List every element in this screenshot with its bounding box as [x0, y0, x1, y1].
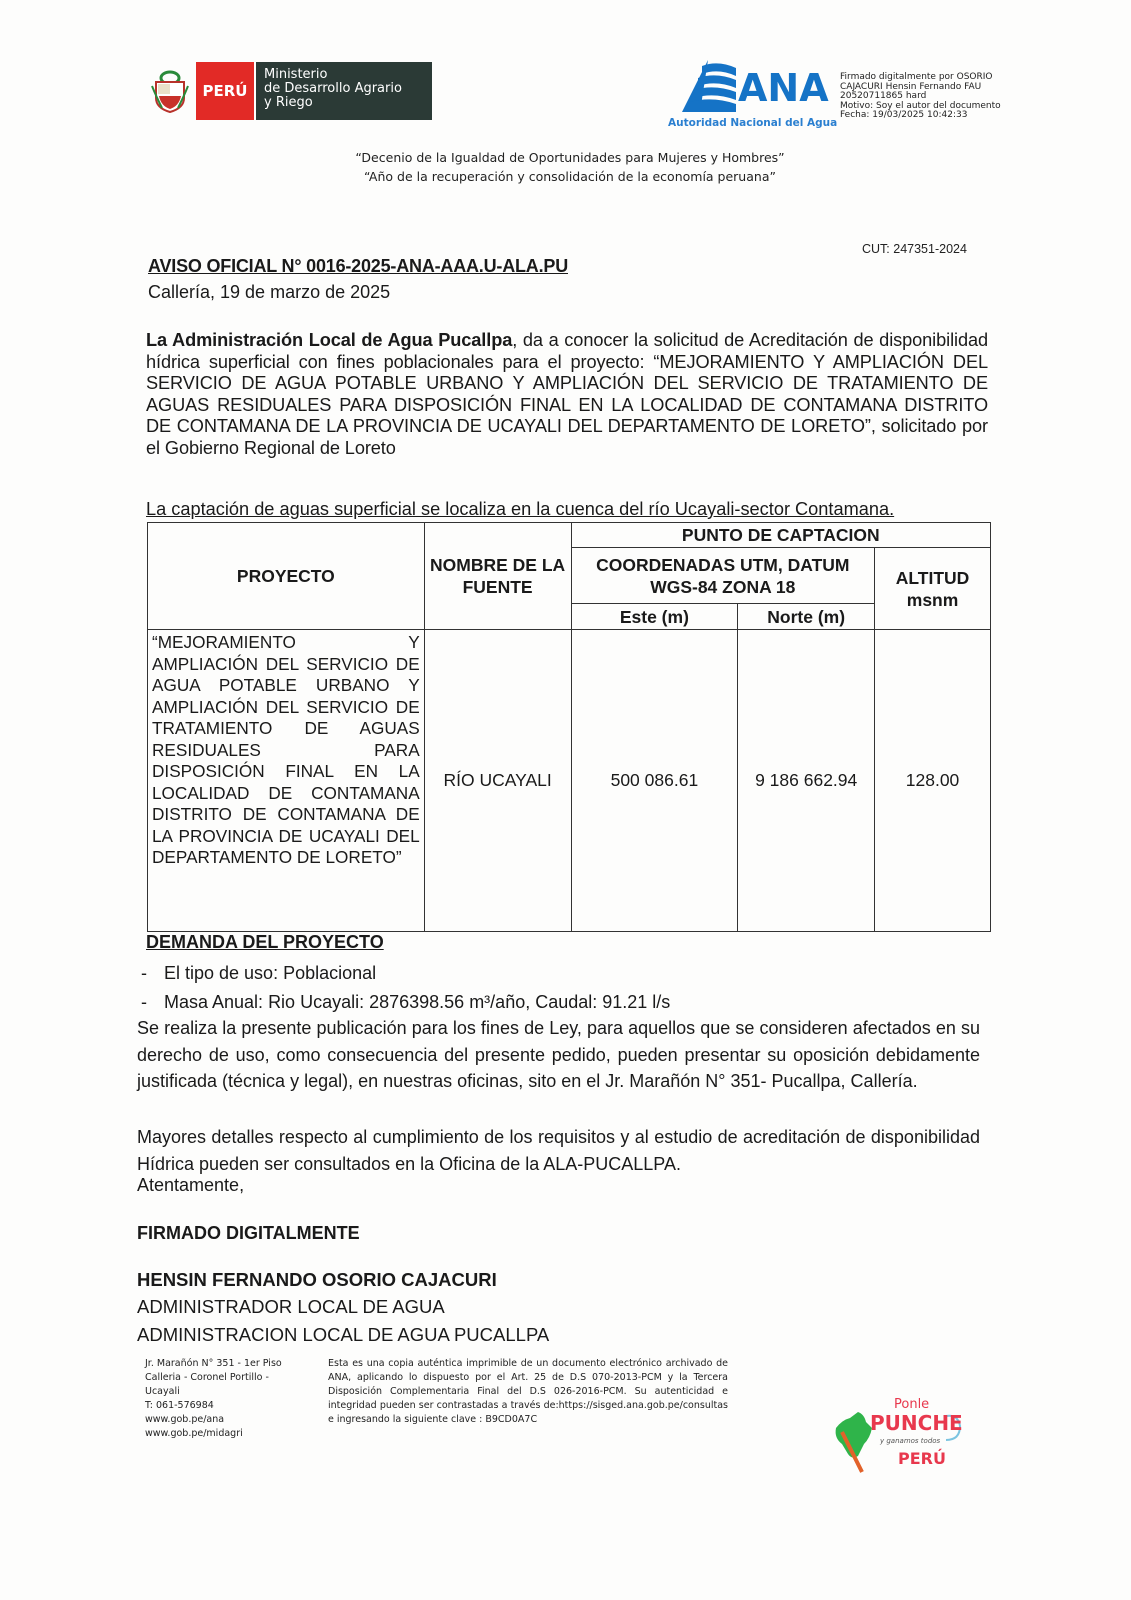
header-proyecto: PROYECTO: [148, 523, 425, 630]
cell-altitud: 128.00: [875, 630, 991, 932]
website-link[interactable]: www.gob.pe/ana: [145, 1414, 225, 1425]
cell-proyecto: “MEJORAMIENTO Y AMPLIACIÓN DEL SERVICIO DE AGUA POTABLE URBANO Y AMPLIACIÓN DEL SERVICIO DE TRATAMIENTO DE AGUAS RESIDUALES PARA DISPOSICIÓN FINAL EN LA LOCALIDAD DE CONTAMANA DISTRITO DE CONTAMANA DE LA PROVINCIA DE UCAYALI DEL DEPARTAMENTO DE LORETO”: [148, 630, 425, 932]
digital-signature-stamp: [840, 73, 1040, 121]
ministry-name: [254, 62, 432, 120]
header-punto-captacion: PUNTO DE CAPTACION: [571, 523, 990, 548]
notice-title: AVISO OFICIAL N° 0016-2025-ANA-AAA.U-ALA.PU: [148, 256, 568, 276]
signer-name: HENSIN FERNANDO OSORIO CAJACURI: [137, 1269, 497, 1290]
intro-paragraph: [146, 330, 988, 459]
signed-label: FIRMADO DIGITALMENTE: [137, 1223, 360, 1243]
bullet-dash: -: [141, 963, 147, 983]
header-norte: Norte (m): [738, 604, 875, 630]
list-item: [138, 988, 670, 1017]
svg-text:Ponle: Ponle: [894, 1397, 930, 1412]
bullet-dash: -: [141, 992, 147, 1012]
address-line: Ucayali: [145, 1386, 180, 1397]
government-logo: [150, 62, 432, 120]
address-line: Calleria - Coronel Portillo -: [145, 1372, 269, 1383]
ministry-line: y Riego: [264, 95, 313, 110]
cell-este: 500 086.61: [571, 630, 738, 932]
intro-text: , da a conocer la solicitud de Acreditación de disponibilidad hídrica superficial con fines poblacionales para el proyecto: “MEJORAMIENTO Y AMPLIACIÓN DEL SERVICIO DE AGUA POTABLE URBANO Y AMPLIACIÓN DEL SERVICIO DE TRATAMIENTO DE AGUAS RESIDUALES PARA DISPOSICIÓN FINAL EN LA LOCALIDAD DE CONTAMANA DISTRITO DE CONTAMANA DE LA PROVINCIA DE UCAYALI DEL DEPARTAMENTO DE LORETO”, solicitado por el Gobierno Regional de Loreto: [146, 330, 988, 458]
signature-line: Fecha: 19/03/2025 10:42:33: [840, 110, 968, 120]
ponle-punche-logo: [828, 1388, 978, 1478]
year-slogans: [300, 148, 840, 186]
ministry-line: de Desarrollo Agrario: [264, 81, 402, 96]
captacion-table: [147, 522, 991, 932]
publication-paragraph: Se realiza la presente publicación para los fines de Ley, para aquellos que se consideren afectados en su derecho de uso, como consecuencia del presente pedido, pueden presentar su oposición debidamente justificada (técnica y legal), en nuestras oficinas, sito en el Jr. Marañón N° 351- Pucallpa, Callería.: [137, 1018, 980, 1091]
website-link[interactable]: www.gob.pe/midagri: [145, 1428, 243, 1439]
captacion-text: La captación de aguas superficial se localiza en la cuenca del río Ucayali-sector Contamana.: [146, 499, 895, 519]
coat-of-arms-icon: [150, 68, 190, 114]
svg-text:PERÚ: PERÚ: [898, 1449, 946, 1468]
masa-anual: Masa Anual: Rio Ucayali: 2876398.56 m³/año, Caudal: 91.21 l/s: [164, 992, 671, 1012]
signature-line: Firmado digitalmente por OSORIO: [840, 72, 993, 82]
svg-text:PUNCHE: PUNCHE: [870, 1411, 963, 1435]
header-fuente: NOMBRE DE LA FUENTE: [424, 523, 571, 630]
signature-line: 20520711865 hard: [840, 91, 927, 101]
signer-role: ADMINISTRADOR LOCAL DE AGUA: [137, 1296, 445, 1317]
cell-fuente: RÍO UCAYALI: [424, 630, 571, 932]
ana-full-name: Autoridad Nacional del Agua: [668, 117, 838, 129]
place-date: Callería, 19 de marzo de 2025: [148, 282, 391, 302]
address-line: Jr. Marañón N° 351 - 1er Piso: [145, 1358, 282, 1369]
footer-address: [145, 1357, 315, 1441]
header-altitud: ALTITUD msnm: [875, 548, 991, 630]
ministry-line: Ministerio: [264, 67, 328, 82]
closing: Atentamente,: [137, 1175, 245, 1195]
signature-line: CAJACURI Hensin Fernando FAU: [840, 81, 982, 92]
details-paragraph: Mayores detalles respecto al cumplimiento de los requisitos y al estudio de acreditación de disponibilidad Hídrica pueden ser consultados en la Oficina de la ALA-PUCALLPA.: [137, 1127, 980, 1174]
signer-office: ADMINISTRACION LOCAL DE AGUA PUCALLPA: [137, 1324, 550, 1345]
peru-map-icon: [828, 1388, 978, 1478]
header-este: Este (m): [571, 604, 738, 630]
cell-norte: 9 186 662.94: [738, 630, 875, 932]
demanda-heading: DEMANDA DEL PROYECTO: [146, 932, 384, 952]
svg-text:y ganamos todos: y ganamos todos: [880, 1437, 941, 1445]
phone: T: 061-576984: [145, 1400, 214, 1411]
cut-number: CUT: 247351-2024: [862, 242, 967, 256]
ana-acronym: ANA: [738, 66, 829, 110]
signature-line: Motivo: Soy el autor del documento: [840, 100, 1001, 111]
slogan-year: “Año de la recuperación y consolidación de la economía peruana”: [364, 169, 776, 184]
list-item: [138, 959, 670, 988]
table-row: [148, 630, 991, 932]
slogan-decade: “Decenio de la Igualdad de Oportunidades para Mujeres y Hombres”: [355, 150, 785, 165]
uso-type: El tipo de uso: Poblacional: [164, 963, 377, 983]
intro-issuer: La Administración Local de Agua Pucallpa: [146, 330, 513, 350]
ana-waves-icon: [680, 58, 740, 114]
header-coordenadas: COORDENADAS UTM, DATUM WGS-84 ZONA 18: [571, 548, 875, 604]
demanda-list: [138, 959, 670, 1017]
peru-badge: PERÚ: [196, 62, 254, 120]
authenticity-notice: Esta es una copia auténtica imprimible de un documento electrónico archivado de ANA, aplicando lo dispuesto por el Art. 25 de D.S 070-2013-PCM y la Tercera Disposición Complementaria Final del D.S 026-2016-PCM. Su autenticidad e integridad pueden ser contrastadas a través de:https://sisged.ana.gob.pe/consultas e ingresando la siguiente clave : B9CD0A7C: [328, 1358, 728, 1425]
